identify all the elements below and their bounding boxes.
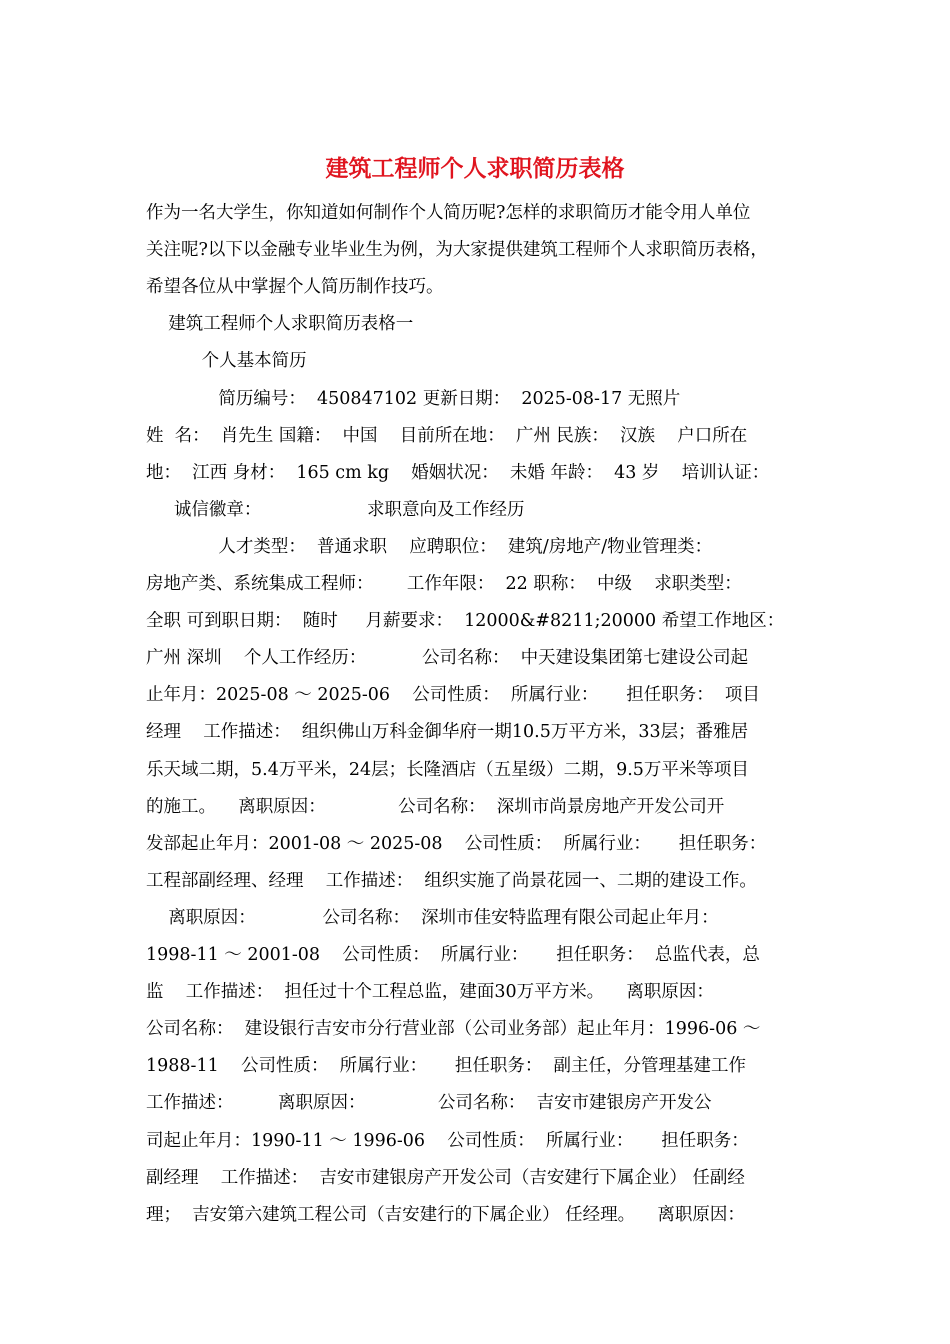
body-text-line: 人才类型： 普通求职 应聘职位： 建筑/房地产/物业管理类：: [146, 536, 713, 557]
body-text-line: 离职原因： 公司名称： 深圳市佳安特监理有限公司起止年月：: [146, 907, 719, 928]
body-text-line: 关注呢?以下以金融专业毕业生为例，为大家提供建筑工程师个人求职简历表格，: [146, 240, 768, 261]
body-text-line: 经理 工作描述： 组织佛山万科金御华府一期10.5万平方米，33层；番雅居: [146, 722, 749, 743]
body-text-line: 1998-11 ～ 2001-08 公司性质： 所属行业： 担任职务： 总监代表，总: [146, 945, 760, 965]
body-text-line: 广州 深圳 个人工作经历： 公司名称： 中天建设集团第七建设公司起: [146, 648, 749, 669]
body-text-line: 简历编号： 450847102 更新日期： 2025-08-17 无照片: [146, 388, 681, 409]
body-text-line: 司起止年月：1990-11 ～ 1996-06 公司性质： 所属行业： 担任职务：: [146, 1130, 749, 1151]
body-text-line: 作为一名大学生，你知道如何制作个人简历呢?怎样的求职简历才能令用人单位: [146, 203, 751, 223]
body-text-line: 希望各位从中掌握个人简历制作技巧。: [146, 277, 444, 298]
body-text-line: 工程部副经理、经理 工作描述： 组织实施了尚景花园一、二期的建设工作。: [146, 870, 757, 891]
body-text-line: 建筑工程师个人求职简历表格一: [146, 314, 414, 335]
body-text-line: 1988-11 公司性质： 所属行业： 担任职务： 副主任，分管理基建工作: [146, 1056, 747, 1077]
document-title: 建筑工程师个人求职简历表格: [325, 156, 625, 182]
body-text-line: 发部起止年月：2001-08 ～ 2025-08 公司性质： 所属行业： 担任职务：: [146, 833, 767, 854]
body-text-line: 副经理 工作描述： 吉安市建银房产开发公司（吉安建行下属企业） 任副经: [146, 1167, 745, 1188]
body-text-line: 全职 可到职日期： 随时 月薪要求： 12000&#8211;20000 希望工作地区：: [146, 611, 785, 632]
body-text-line: 公司名称： 建设银行吉安市分行营业部（公司业务部）起止年月：1996-06 ～: [146, 1019, 761, 1040]
body-text-line: 止年月：2025-08 ～ 2025-06 公司性质： 所属行业： 担任职务： 项目: [146, 685, 760, 706]
body-text-line: 理； 吉安第六建筑工程公司（吉安建行的下属企业） 任经理。 离职原因：: [146, 1204, 745, 1225]
body-text-line: 的施工。 离职原因： 公司名称： 深圳市尚景房地产开发公司开: [146, 796, 725, 817]
body-text-line: 工作描述： 离职原因： 公司名称： 吉安市建银房产开发公: [146, 1093, 712, 1114]
body-text-line: 诚信徽章： 求职意向及工作经历: [146, 499, 525, 520]
body-text-line: 地： 江西 身材： 165 cm kg 婚姻状况： 未婚 年龄： 43 岁 培训认证：: [146, 462, 770, 483]
body-text-line: 姓 名： 肖先生 国籍： 中国 目前所在地： 广州 民族： 汉族 户口所在: [146, 425, 748, 446]
body-text-line: 个人基本简历: [146, 351, 307, 372]
body-text-line: 房地产类、系统集成工程师： 工作年限： 22 职称： 中级 求职类型：: [146, 574, 742, 594]
body-text-line: 乐天域二期，5.4万平米，24层；长隆酒店（五星级）二期，9.5万平米等项目: [146, 759, 749, 780]
body-text-line: 监 工作描述： 担任过十个工程总监，建面30万平方米。 离职原因：: [146, 982, 714, 1003]
